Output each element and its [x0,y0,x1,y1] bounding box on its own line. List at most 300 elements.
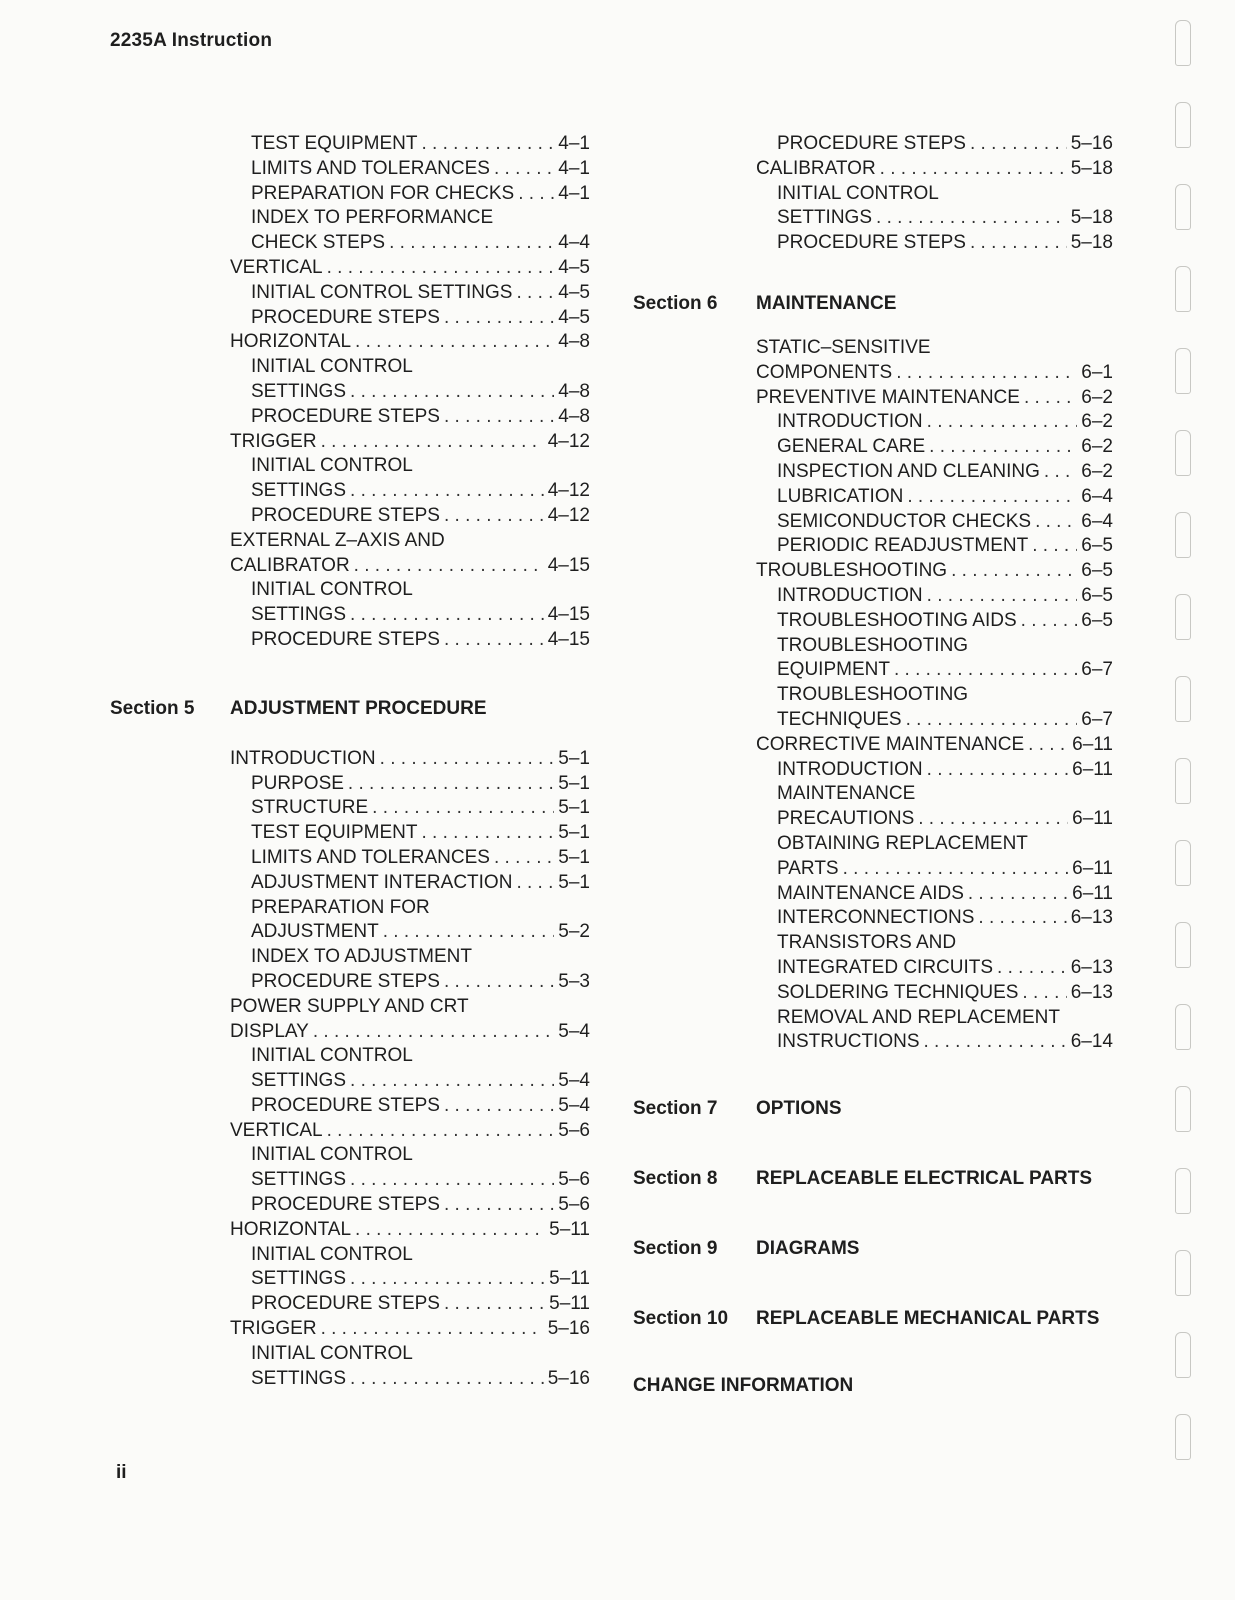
toc-entry [110,846,590,871]
toc-entry-title: SETTINGS [251,1169,347,1191]
toc-entry-title: INITIAL CONTROL [251,1342,413,1364]
toc-entry-page: 5–16 [547,1367,590,1389]
toc-entry-title: INITIAL CONTROL [251,1144,413,1166]
toc-entry-page: 5–1 [558,797,590,819]
toc-entry-page: 5–11 [549,1293,590,1315]
toc-entry [110,1317,590,1342]
toc-entry [110,479,590,504]
toc-entry [110,970,590,995]
toc-entry-page: 5–6 [558,1194,590,1216]
toc-entry [633,906,1113,931]
toc-entry-title: INTERCONNECTIONS [777,907,975,929]
dot-leader [516,871,554,896]
toc-entry-title: INDEX TO PERFORMANCE [251,207,494,229]
section-number: Section 6 [633,292,718,314]
toc-entry-page: 4–12 [547,430,590,452]
toc-entry [633,981,1113,1006]
dot-leader [968,882,1068,907]
toc-entry-page: 6–11 [1072,857,1113,879]
toc-entry [633,534,1113,559]
later-sections [633,1097,1113,1331]
toc-entry [633,206,1113,231]
toc-list-section5 [110,747,590,1392]
toc-entry-page: 5–16 [547,1318,590,1340]
toc-entry-page: 5–11 [549,1218,590,1240]
toc-entry-page: 6–1 [1081,361,1113,383]
dot-leader [383,920,554,945]
toc-entry-title: CALIBRATOR [756,157,876,179]
dot-leader [355,330,554,355]
toc-entry-title: MAINTENANCE AIDS [777,882,964,904]
toc-entry-page: 5–4 [558,1070,590,1092]
section-title: ADJUSTMENT PROCEDURE [230,697,487,719]
toc-entry-page: 6–4 [1081,485,1113,507]
toc-entry [110,1044,590,1069]
toc-entry-page: 4–1 [558,133,590,154]
toc-entry-title: HORIZONTAL [230,1218,352,1240]
toc-entry-page: 6–5 [1081,560,1113,582]
toc-entry [633,683,1113,708]
dot-leader [350,1168,554,1193]
dot-leader [997,956,1067,981]
dot-leader [518,182,554,207]
toc-entry-title: REMOVAL AND REPLACEMENT [777,1006,1060,1028]
toc-entry [110,603,590,628]
toc-entry [633,336,1113,361]
toc-entry [633,956,1113,981]
toc-entry-title: LIMITS AND TOLERANCES [251,157,490,179]
toc-entry-page: 4–5 [558,281,590,303]
toc-entry-page: 4–1 [558,157,590,179]
toc-entry [633,758,1113,783]
toc-entry [110,1143,590,1168]
dot-leader [924,1030,1067,1055]
dot-leader [880,157,1067,182]
toc-entry-page: 5–11 [549,1268,590,1290]
dot-leader [927,758,1068,783]
toc-entry-title: INITIAL CONTROL [251,356,413,378]
toc-entry [110,454,590,479]
section-title: DIAGRAMS [756,1238,860,1260]
toc-entry [110,1292,590,1317]
toc-entry-title: PROCEDURE STEPS [251,1194,440,1216]
toc-entry-title: HORIZONTAL [230,331,352,353]
toc-entry-page: 4–12 [547,480,590,502]
toc-entry-page: 5–1 [558,846,590,868]
toc-entry-page: 6–2 [1081,460,1113,482]
toc-right-column [633,132,1113,1397]
toc-entry-title: PROCEDURE STEPS [251,1293,440,1315]
dot-leader [494,846,554,871]
toc-entry-page: 4–15 [547,554,590,576]
section-heading [633,1237,1113,1261]
toc-entry-page: 5–3 [558,970,590,992]
toc-entry-title: PROCEDURE STEPS [251,306,440,328]
toc-entry-page: 5–4 [558,1020,590,1042]
dot-leader [380,747,554,772]
dot-leader [1044,460,1077,485]
dot-leader [1022,981,1066,1006]
dot-leader [907,485,1077,510]
toc-entry [110,796,590,821]
dot-leader [894,658,1077,683]
dot-leader [494,157,554,182]
toc-entry-page: 4–15 [547,628,590,650]
toc-entry-page: 6–11 [1072,733,1113,755]
dot-leader [951,559,1077,584]
toc-entry-page: 6–7 [1081,708,1113,730]
toc-entry [633,157,1113,182]
toc-entry [633,609,1113,634]
toc-entry-page: 5–6 [558,1169,590,1191]
toc-entry-title: EQUIPMENT [777,659,890,681]
toc-entry-title: ADJUSTMENT INTERACTION [251,871,513,893]
toc-entry [110,554,590,579]
toc-entry [110,747,590,772]
toc-entry-title: EXTERNAL Z–AXIS AND [230,529,445,551]
dot-leader [876,206,1067,231]
toc-entry-title: OBTAINING REPLACEMENT [777,832,1028,854]
toc-entry-title: TROUBLESHOOTING AIDS [777,609,1017,631]
toc-entry-page: 4–15 [547,604,590,626]
dot-leader [906,708,1077,733]
toc-entry [633,931,1113,956]
toc-list-section4-cont [110,132,590,653]
toc-entry-page: 5–16 [1070,133,1113,154]
toc-entry-title: PRECAUTIONS [777,808,915,830]
dot-leader [350,1267,545,1292]
toc-entry-title: SEMICONDUCTOR CHECKS [777,510,1032,532]
toc-entry [110,920,590,945]
toc-entry-title: PROCEDURE STEPS [251,628,440,650]
toc-entry-title: PERIODIC READJUSTMENT [777,535,1029,557]
toc-entry-page: 4–5 [558,306,590,328]
dot-leader [355,1218,545,1243]
toc-entry-page: 4–1 [558,182,590,204]
toc-entry [633,882,1113,907]
toc-entry-title: COMPONENTS [756,361,893,383]
toc-entry-page: 6–4 [1081,510,1113,532]
dot-leader [978,906,1066,931]
toc-entry [110,504,590,529]
toc-entry-page: 5–1 [558,772,590,794]
toc-entry [110,1243,590,1268]
dot-leader [1032,534,1077,559]
toc-entry-page: 6–14 [1070,1031,1113,1053]
toc-entry-page: 5–2 [558,921,590,943]
spacer [110,721,590,747]
dot-leader [444,405,554,430]
toc-entry-page: 6–11 [1072,758,1113,780]
toc-entry [110,256,590,281]
toc-entry-title: TRIGGER [230,430,317,452]
dot-leader [354,554,544,579]
toc-entry-page: 5–18 [1070,157,1113,179]
dot-leader [918,807,1068,832]
dot-leader [444,1292,545,1317]
toc-entry-title: SETTINGS [251,1367,347,1389]
toc-entry-title: PROCEDURE STEPS [251,405,440,427]
toc-entry-title: SETTINGS [251,604,347,626]
dot-leader [350,1069,554,1094]
toc-entry-title: INTEGRATED CIRCUITS [777,956,994,978]
section-title: OPTIONS [756,1098,842,1120]
toc-entry [633,510,1113,535]
dot-leader [350,1367,544,1392]
dot-leader [350,380,554,405]
toc-entry [110,306,590,331]
toc-entry-title: INSPECTION AND CLEANING [777,460,1040,482]
section-title: REPLACEABLE MECHANICAL PARTS [756,1308,1100,1330]
toc-entry [633,460,1113,485]
toc-entry [633,708,1113,733]
dot-leader [350,479,544,504]
toc-entry-title: PROCEDURE STEPS [777,232,966,254]
toc-list-section6 [633,336,1113,1055]
toc-entry-page: 6–5 [1081,609,1113,631]
section-title: MAINTENANCE [756,292,897,314]
section-heading [633,1097,1113,1121]
toc-entry-title: INTRODUCTION [777,584,923,606]
dot-leader [348,772,554,797]
toc-entry [110,380,590,405]
toc-entry-title: MAINTENANCE [777,783,916,805]
toc-entry [110,1094,590,1119]
toc-entry-title: PROCEDURE STEPS [777,133,966,154]
toc-entry-title: PROCEDURE STEPS [251,1094,440,1116]
toc-entry-title: TECHNIQUES [777,708,902,730]
toc-entry-title: INITIAL CONTROL SETTINGS [251,281,513,303]
dot-leader [927,410,1077,435]
toc-entry [633,658,1113,683]
toc-entry-title: PROCEDURE STEPS [251,970,440,992]
toc-entry [110,430,590,455]
dot-leader [1024,386,1077,411]
section-number: Section 10 [633,1308,729,1330]
dot-leader [1035,510,1077,535]
toc-entry-page: 6–13 [1070,956,1113,978]
toc-entry-page: 6–11 [1072,882,1113,904]
toc-entry [110,529,590,554]
dot-leader [444,970,554,995]
toc-entry-title: SETTINGS [251,380,347,402]
section-title: REPLACEABLE ELECTRICAL PARTS [756,1168,1093,1190]
spacer [633,316,1113,336]
toc-entry [633,782,1113,807]
spacer [633,256,1113,292]
toc-entry-page: 4–5 [558,256,590,278]
toc-entry-title: LIMITS AND TOLERANCES [251,846,490,868]
toc-entry-title: SOLDERING TECHNIQUES [777,981,1019,1003]
toc-entry-title: INDEX TO ADJUSTMENT [251,946,472,968]
toc-entry-page: 4–8 [558,405,590,427]
page-header: 2235A Instruction [110,30,273,51]
dot-leader [313,1020,554,1045]
toc-entry [633,1006,1113,1031]
section-number: Section 9 [633,1238,718,1260]
toc-entry-page: 6–2 [1081,411,1113,433]
toc-entry [110,1367,590,1392]
section-number: Section 8 [633,1168,718,1190]
toc-entry [110,281,590,306]
toc-entry-title: INITIAL CONTROL [251,1045,413,1067]
toc-entry [633,807,1113,832]
toc-entry [110,1168,590,1193]
toc-entry-title: TROUBLESHOOTING [777,634,969,656]
toc-entry-title: DISPLAY [230,1020,309,1042]
toc-entry [110,330,590,355]
dot-leader [389,231,554,256]
toc-entry-title: PURPOSE [251,772,344,794]
dot-leader [350,603,544,628]
dot-leader [327,256,554,281]
dot-leader [444,628,544,653]
dot-leader [516,281,554,306]
toc-entry-title: STRUCTURE [251,797,369,819]
toc-entry-title: TEST EQUIPMENT [251,133,418,154]
toc-entry [110,821,590,846]
toc-entry [110,1193,590,1218]
toc-entry-page: 5–18 [1070,207,1113,229]
toc-entry [633,231,1113,256]
toc-entry-title: PARTS [777,857,839,879]
toc-entry [110,1069,590,1094]
toc-entry [633,584,1113,609]
toc-entry-title: SETTINGS [251,480,347,502]
toc-entry-title: INSTRUCTIONS [777,1031,920,1053]
dot-leader [970,231,1067,256]
toc-entry [633,559,1113,584]
dot-leader [444,1193,554,1218]
toc-entry [633,485,1113,510]
toc-entry-title: INTRODUCTION [230,747,376,769]
toc-entry [633,182,1113,207]
toc-entry [110,896,590,921]
toc-entry [633,435,1113,460]
dot-leader [843,857,1069,882]
section-number: Section 7 [633,1098,718,1120]
toc-entry-page: 5–18 [1070,232,1113,254]
toc-entry [110,206,590,231]
toc-entry-page: 4–8 [558,331,590,353]
dot-leader [970,132,1067,157]
dot-leader [444,504,544,529]
toc-entry-page: 5–1 [558,822,590,844]
toc-entry-page: 5–1 [558,747,590,769]
toc-entry [633,733,1113,758]
toc-entry-page: 6–2 [1081,436,1113,458]
toc-entry-title: SETTINGS [777,207,873,229]
toc-entry-page: 5–1 [558,871,590,893]
dot-leader [1021,609,1077,634]
toc-entry-title: INITIAL CONTROL [777,182,939,204]
toc-entry-title: PROCEDURE STEPS [251,504,440,526]
toc-entry [110,1267,590,1292]
toc-entry-title: INITIAL CONTROL [251,579,413,601]
toc-entry-title: TRIGGER [230,1318,317,1340]
binding-holes [1175,20,1195,1496]
toc-entry-title: CALIBRATOR [230,554,350,576]
toc-entry-title: VERTICAL [230,1119,323,1141]
dot-leader [372,796,554,821]
toc-entry [110,1218,590,1243]
toc-entry [110,945,590,970]
toc-entry-page: 6–7 [1081,659,1113,681]
toc-list-section5-cont [633,132,1113,256]
toc-entry-title: TROUBLESHOOTING [777,684,969,706]
dot-leader [421,132,554,157]
toc-entry-title: TRANSISTORS AND [777,932,957,954]
toc-entry [633,857,1113,882]
toc-entry-title: INITIAL CONTROL [251,1243,413,1265]
toc-entry-title: SETTINGS [251,1268,347,1290]
dot-leader [1028,733,1068,758]
toc-entry [633,634,1113,659]
toc-entry-title: LUBRICATION [777,485,904,507]
section-number: Section 5 [110,697,195,719]
toc-entry [633,410,1113,435]
toc-entry-page: 6–2 [1081,386,1113,408]
toc-entry [110,231,590,256]
toc-entry-title: POWER SUPPLY AND CRT [230,995,469,1017]
page-number: ii [116,1462,127,1483]
toc-entry-page: 6–5 [1081,535,1113,557]
toc-entry-page: 5–4 [558,1094,590,1116]
toc-entry [110,355,590,380]
toc-entry-page: 6–13 [1070,907,1113,929]
toc-entry [110,157,590,182]
toc-entry [110,182,590,207]
toc-entry [633,361,1113,386]
toc-entry [110,132,590,157]
toc-entry-title: INITIAL CONTROL [251,455,413,477]
toc-entry [110,995,590,1020]
toc-entry [110,628,590,653]
toc-entry [110,871,590,896]
toc-entry-title: PREPARATION FOR CHECKS [251,182,515,204]
section-heading [633,1307,1113,1331]
toc-entry-page: 4–8 [558,380,590,402]
toc-entry-title: INTRODUCTION [777,758,923,780]
dot-leader [327,1119,554,1144]
toc-entry-title: ADJUSTMENT [251,921,379,943]
section-5-heading [110,697,590,721]
toc-entry-page: 5–6 [558,1119,590,1141]
toc-entry-title: INTRODUCTION [777,411,923,433]
change-information-heading: CHANGE INFORMATION [633,1375,854,1397]
dot-leader [444,1094,554,1119]
toc-entry [110,578,590,603]
toc-entry-page: 4–12 [547,504,590,526]
toc-entry [633,832,1113,857]
toc-entry-title: STATIC–SENSITIVE [756,336,931,358]
toc-entry-title: CHECK STEPS [251,232,386,254]
spacer [110,653,590,697]
dot-leader [421,821,554,846]
toc-entry-title: VERTICAL [230,256,323,278]
dot-leader [321,1317,544,1342]
dot-leader [929,435,1077,460]
dot-leader [927,584,1077,609]
dot-leader [321,430,544,455]
toc-entry-title: SETTINGS [251,1070,347,1092]
toc-entry [110,405,590,430]
toc-entry [110,1020,590,1045]
toc-entry-page: 4–4 [558,232,590,254]
toc-entry-title: TEST EQUIPMENT [251,822,418,844]
toc-entry-page: 6–5 [1081,584,1113,606]
toc-entry [110,1119,590,1144]
